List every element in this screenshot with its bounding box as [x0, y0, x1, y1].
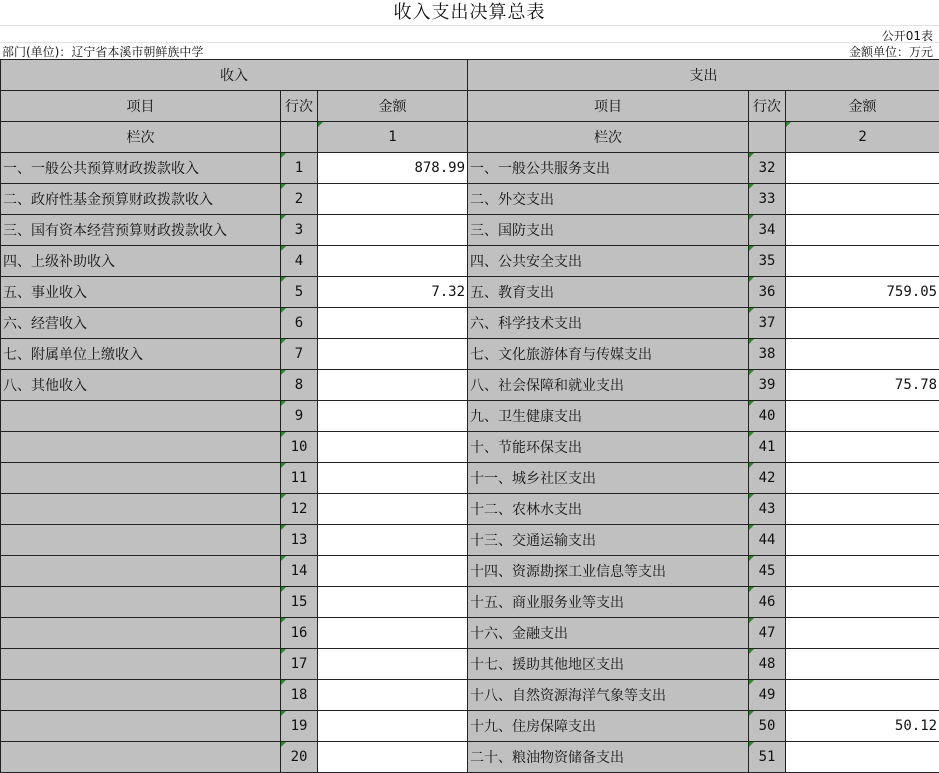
income-item-cell[interactable] [1, 587, 281, 618]
table-row [1, 587, 939, 618]
table-row [1, 742, 939, 773]
expense-amount-cell[interactable] [786, 432, 939, 463]
income-line-cell[interactable]: 5 [281, 277, 318, 308]
expense-item-cell[interactable]: 十一、城乡社区支出 [468, 463, 749, 494]
expense-amount-cell[interactable] [786, 556, 939, 587]
meta-row-1 [0, 26, 939, 43]
income-line-cell[interactable]: 6 [281, 308, 318, 339]
form-code: 公开01表 [882, 27, 933, 44]
income-amount-cell[interactable] [318, 432, 468, 463]
expense-line-cell[interactable]: 48 [749, 649, 786, 680]
section-header-row [1, 60, 939, 91]
income-amount-cell[interactable] [318, 525, 468, 556]
income-item-cell[interactable]: 七、附属单位上缴收入 [1, 339, 281, 370]
table-row [1, 339, 939, 370]
table-row [1, 618, 939, 649]
income-amount-cell[interactable] [318, 587, 468, 618]
income-amount-cell[interactable] [318, 649, 468, 680]
income-amount-cell[interactable] [318, 339, 468, 370]
expense-amount-cell[interactable] [786, 463, 939, 494]
income-amount-cell[interactable] [318, 556, 468, 587]
expense-item-cell[interactable]: 十六、金融支出 [468, 618, 749, 649]
income-line-cell[interactable]: 13 [281, 525, 318, 556]
expense-line-cell[interactable]: 35 [749, 246, 786, 277]
income-amount-cell[interactable] [318, 463, 468, 494]
expense-index-line[interactable] [749, 122, 786, 153]
income-line-header[interactable]: 行次 [281, 91, 318, 122]
expense-amount-cell[interactable] [786, 246, 939, 277]
expense-item-cell[interactable]: 七、文化旅游体育与传媒支出 [468, 339, 749, 370]
income-item-cell[interactable]: 二、政府性基金预算财政拨款收入 [1, 184, 281, 215]
income-line-cell[interactable]: 1 [281, 153, 318, 184]
expense-line-cell[interactable]: 47 [749, 618, 786, 649]
expense-amount-cell[interactable] [786, 587, 939, 618]
expense-line-cell[interactable]: 39 [749, 370, 786, 401]
expense-line-cell[interactable]: 45 [749, 556, 786, 587]
income-item-cell[interactable] [1, 556, 281, 587]
expense-amount-cell[interactable] [786, 649, 939, 680]
income-item-cell[interactable]: 六、经营收入 [1, 308, 281, 339]
income-line-cell[interactable]: 20 [281, 742, 318, 773]
expense-amount-cell[interactable] [786, 525, 939, 556]
table-row [1, 463, 939, 494]
income-line-cell[interactable]: 8 [281, 370, 318, 401]
income-line-cell[interactable]: 4 [281, 246, 318, 277]
expense-item-cell[interactable]: 十九、住房保障支出 [468, 711, 749, 742]
income-line-cell[interactable]: 10 [281, 432, 318, 463]
expense-line-header[interactable]: 行次 [749, 91, 786, 122]
expense-line-cell[interactable]: 49 [749, 680, 786, 711]
table-row [1, 432, 939, 463]
income-line-cell[interactable]: 18 [281, 680, 318, 711]
expense-line-cell[interactable]: 41 [749, 432, 786, 463]
table-row [1, 401, 939, 432]
income-line-cell[interactable]: 3 [281, 215, 318, 246]
expense-item-cell[interactable]: 四、公共安全支出 [468, 246, 749, 277]
income-amount-cell[interactable] [318, 308, 468, 339]
income-col-number[interactable]: 1 [318, 122, 468, 153]
meta-row-2 [0, 43, 939, 59]
expense-item-cell[interactable]: 十四、资源勘探工业信息等支出 [468, 556, 749, 587]
income-item-cell[interactable] [1, 432, 281, 463]
table-row [1, 370, 939, 401]
income-index-label[interactable]: 栏次 [1, 122, 281, 153]
table-row [1, 215, 939, 246]
expense-item-cell[interactable]: 五、教育支出 [468, 277, 749, 308]
expense-line-cell[interactable]: 42 [749, 463, 786, 494]
expense-line-cell[interactable]: 51 [749, 742, 786, 773]
income-item-cell[interactable]: 三、国有资本经营预算财政拨款收入 [1, 215, 281, 246]
expense-item-cell[interactable]: 三、国防支出 [468, 215, 749, 246]
expense-line-cell[interactable]: 46 [749, 587, 786, 618]
table-row [1, 277, 939, 308]
table-row [1, 525, 939, 556]
expense-amount-cell[interactable] [786, 215, 939, 246]
expense-item-cell[interactable]: 二、外交支出 [468, 184, 749, 215]
expense-line-cell[interactable]: 38 [749, 339, 786, 370]
sheet-title: 收入支出决算总表 [0, 0, 939, 26]
expense-item-cell[interactable]: 一、一般公共服务支出 [468, 153, 749, 184]
income-index-line[interactable] [281, 122, 318, 153]
income-line-cell[interactable]: 9 [281, 401, 318, 432]
income-item-header[interactable]: 项目 [1, 91, 281, 122]
expense-header[interactable]: 支出 [468, 60, 939, 91]
table-row [1, 494, 939, 525]
expense-amount-cell[interactable] [786, 618, 939, 649]
income-item-cell[interactable] [1, 401, 281, 432]
income-amount-cell[interactable] [318, 401, 468, 432]
department-label: 部门(单位)：辽宁省本溪市朝鲜族中学 [2, 43, 203, 60]
expense-line-cell[interactable]: 43 [749, 494, 786, 525]
expense-amount-cell[interactable] [786, 742, 939, 773]
expense-amount-header[interactable]: 金额 [786, 91, 939, 122]
expense-item-cell[interactable]: 六、科学技术支出 [468, 308, 749, 339]
income-amount-cell[interactable] [318, 742, 468, 773]
table-row [1, 246, 939, 277]
income-item-cell[interactable]: 八、其他收入 [1, 370, 281, 401]
table-row [1, 680, 939, 711]
expense-amount-cell[interactable] [786, 680, 939, 711]
expense-amount-cell[interactable] [786, 339, 939, 370]
table-row [1, 184, 939, 215]
income-item-cell[interactable] [1, 494, 281, 525]
income-item-cell[interactable]: 四、上级补助收入 [1, 246, 281, 277]
expense-col-number[interactable]: 2 [786, 122, 939, 153]
income-item-cell[interactable] [1, 618, 281, 649]
expense-item-cell[interactable]: 十五、商业服务业等支出 [468, 587, 749, 618]
expense-amount-cell[interactable]: 50.12 [786, 711, 939, 742]
income-amount-cell[interactable] [318, 246, 468, 277]
income-line-cell[interactable]: 2 [281, 184, 318, 215]
column-index-row [1, 122, 939, 153]
income-line-cell[interactable]: 15 [281, 587, 318, 618]
income-amount-cell[interactable] [318, 680, 468, 711]
income-line-cell[interactable]: 16 [281, 618, 318, 649]
expense-amount-cell[interactable] [786, 401, 939, 432]
expense-amount-cell[interactable]: 759.05 [786, 277, 939, 308]
table-row [1, 308, 939, 339]
expense-item-cell[interactable]: 二十、粮油物资储备支出 [468, 742, 749, 773]
expense-item-cell[interactable]: 十二、农林水支出 [468, 494, 749, 525]
income-amount-cell[interactable] [318, 711, 468, 742]
income-amount-cell[interactable]: 878.99 [318, 153, 468, 184]
expense-item-cell[interactable]: 十、节能环保支出 [468, 432, 749, 463]
income-item-cell[interactable] [1, 742, 281, 773]
expense-line-cell[interactable]: 37 [749, 308, 786, 339]
expense-item-cell[interactable]: 十八、自然资源海洋气象等支出 [468, 680, 749, 711]
income-amount-cell[interactable] [318, 184, 468, 215]
income-item-cell[interactable] [1, 649, 281, 680]
unit-label: 金额单位：万元 [849, 43, 933, 60]
expense-item-cell[interactable]: 十三、交通运输支出 [468, 525, 749, 556]
income-item-cell[interactable] [1, 463, 281, 494]
income-amount-cell[interactable] [318, 370, 468, 401]
income-amount-cell[interactable] [318, 215, 468, 246]
income-amount-cell[interactable] [318, 494, 468, 525]
expense-amount-cell[interactable] [786, 494, 939, 525]
income-line-cell[interactable]: 7 [281, 339, 318, 370]
expense-line-cell[interactable]: 44 [749, 525, 786, 556]
income-item-cell[interactable]: 五、事业收入 [1, 277, 281, 308]
expense-amount-cell[interactable] [786, 184, 939, 215]
column-header-row [1, 91, 939, 122]
income-line-cell[interactable]: 12 [281, 494, 318, 525]
income-item-cell[interactable] [1, 680, 281, 711]
expense-line-cell[interactable]: 40 [749, 401, 786, 432]
income-line-cell[interactable]: 14 [281, 556, 318, 587]
expense-line-cell[interactable]: 50 [749, 711, 786, 742]
expense-item-cell[interactable]: 九、卫生健康支出 [468, 401, 749, 432]
expense-line-cell[interactable]: 32 [749, 153, 786, 184]
expense-line-cell[interactable]: 33 [749, 184, 786, 215]
summary-table [0, 59, 939, 773]
expense-amount-cell[interactable] [786, 308, 939, 339]
expense-item-cell[interactable]: 八、社会保障和就业支出 [468, 370, 749, 401]
income-header[interactable]: 收入 [1, 60, 468, 91]
income-item-cell[interactable] [1, 525, 281, 556]
table-row [1, 153, 939, 184]
income-amount-cell[interactable]: 7.32 [318, 277, 468, 308]
expense-item-header[interactable]: 项目 [468, 91, 749, 122]
expense-line-cell[interactable]: 34 [749, 215, 786, 246]
expense-line-cell[interactable]: 36 [749, 277, 786, 308]
expense-amount-cell[interactable]: 75.78 [786, 370, 939, 401]
table-row [1, 556, 939, 587]
table-row [1, 711, 939, 742]
income-line-cell[interactable]: 11 [281, 463, 318, 494]
income-item-cell[interactable] [1, 711, 281, 742]
income-item-cell[interactable]: 一、一般公共预算财政拨款收入 [1, 153, 281, 184]
expense-index-label[interactable]: 栏次 [468, 122, 749, 153]
income-line-cell[interactable]: 17 [281, 649, 318, 680]
income-amount-cell[interactable] [318, 618, 468, 649]
income-amount-header[interactable]: 金额 [318, 91, 468, 122]
expense-amount-cell[interactable] [786, 153, 939, 184]
table-row [1, 649, 939, 680]
income-line-cell[interactable]: 19 [281, 711, 318, 742]
expense-item-cell[interactable]: 十七、援助其他地区支出 [468, 649, 749, 680]
